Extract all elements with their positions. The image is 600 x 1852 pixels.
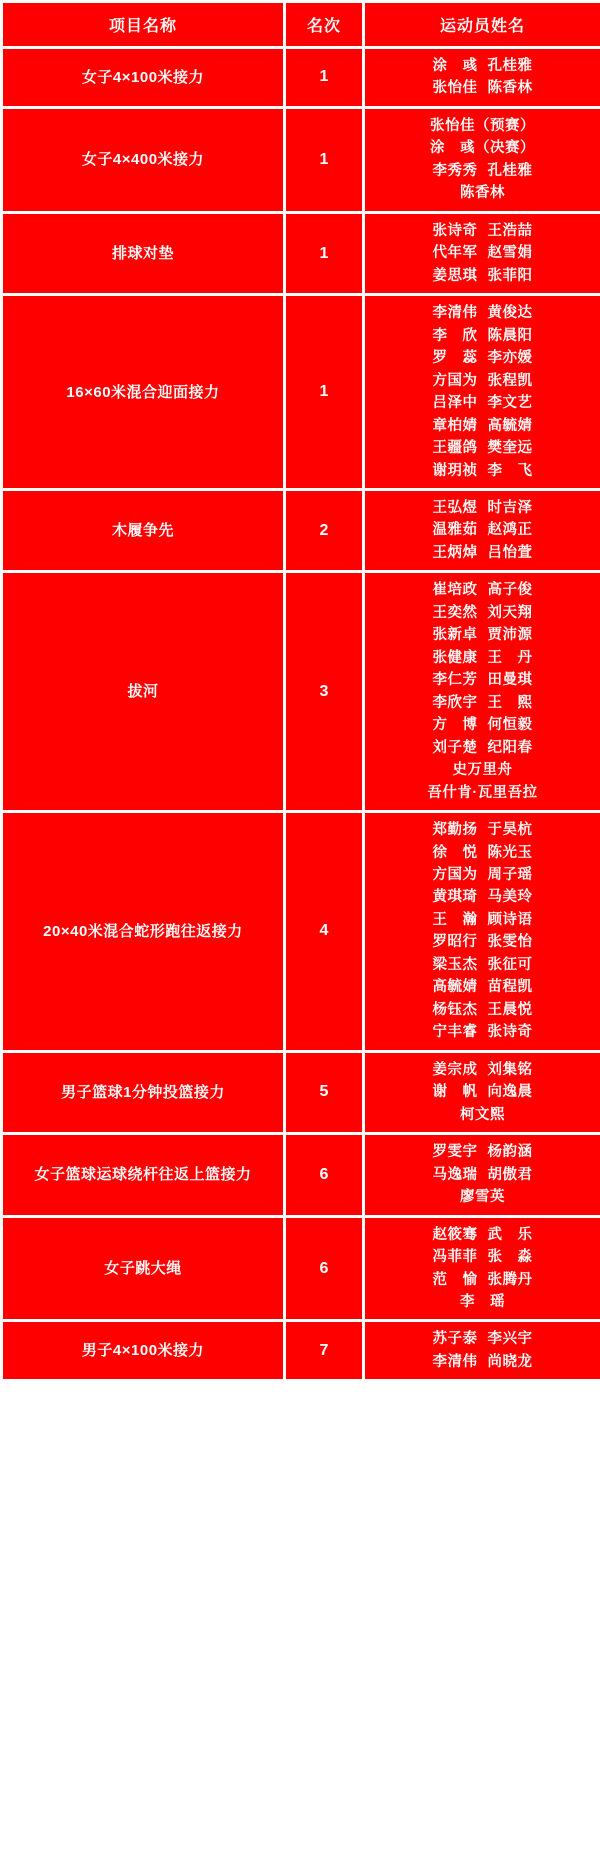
athlete-name: 方国为 <box>432 867 478 883</box>
cell-athletes <box>364 572 600 812</box>
athlete-name: 张怡佳 <box>432 80 478 97</box>
athlete-line <box>369 1021 596 1043</box>
athlete-name: 罗雯宇 <box>432 1144 478 1161</box>
cell-athletes <box>364 1216 600 1321</box>
cell-athletes <box>364 1321 600 1381</box>
athlete-line <box>369 579 596 601</box>
athlete-name: 时吉泽 <box>487 499 533 516</box>
cell-rank: 6 <box>285 1216 364 1321</box>
athlete-line <box>369 415 596 437</box>
cell-rank: 5 <box>285 1051 364 1133</box>
athlete-line <box>369 392 596 414</box>
cell-rank: 1 <box>285 48 364 108</box>
athlete-line <box>369 1328 596 1350</box>
table-row <box>2 295 600 490</box>
athlete-name: 史万里舟 <box>452 762 513 779</box>
cell-event: 男子4×100米接力 <box>2 1321 285 1381</box>
athlete-name: 廖雪英 <box>460 1189 505 1206</box>
athlete-name: 方国为 <box>432 372 478 389</box>
athlete-line <box>369 182 596 204</box>
cell-event: 20×40米混合蛇形跑往返接力 <box>2 812 285 1052</box>
athlete-name: 罗昭行 <box>432 934 478 951</box>
athlete-name: 张诗奇 <box>432 222 478 239</box>
athlete-line <box>369 931 596 953</box>
athlete-line <box>369 115 596 137</box>
cell-athletes <box>364 1051 600 1133</box>
table-header <box>2 2 600 48</box>
cell-rank: 6 <box>285 1134 364 1216</box>
athlete-name: 李亦媛 <box>487 350 533 367</box>
table-row <box>2 812 600 1052</box>
athlete-line <box>369 265 596 287</box>
table-body <box>2 48 600 1381</box>
cell-event: 女子篮球运球绕杆往返上篮接力 <box>2 1134 285 1216</box>
athlete-name: 宁丰睿 <box>432 1024 478 1041</box>
cell-athletes <box>364 48 600 108</box>
cell-athletes <box>364 295 600 490</box>
athlete-name: 田曼琪 <box>487 672 533 689</box>
athlete-name: 王炳焯 <box>432 544 478 561</box>
athlete-name: 李清伟 <box>432 305 478 322</box>
cell-rank: 1 <box>285 107 364 212</box>
table-row <box>2 1051 600 1133</box>
athlete-name: 王奕然 <box>432 604 478 621</box>
athlete-line <box>369 782 596 804</box>
athlete-name: 黄琪琦 <box>432 889 478 906</box>
athlete-line <box>369 954 596 976</box>
athlete-line <box>369 542 596 564</box>
cell-rank: 4 <box>285 812 364 1052</box>
athlete-line <box>369 737 596 759</box>
athlete-line <box>369 647 596 669</box>
athlete-name: 王晨悦 <box>487 1001 533 1018</box>
athlete-name: 刘子楚 <box>432 739 478 756</box>
athlete-name: 马逸瑞 <box>432 1166 478 1183</box>
athlete-name: 梁玉杰 <box>432 956 478 973</box>
cell-rank: 3 <box>285 572 364 812</box>
athlete-line <box>369 77 596 99</box>
athlete-line <box>369 909 596 931</box>
cell-event: 女子跳大绳 <box>2 1216 285 1321</box>
athlete-name: 崔培政 <box>432 582 478 599</box>
athlete-name: 李 飞 <box>487 462 533 479</box>
athlete-name: 张 淼 <box>487 1249 533 1266</box>
table-row <box>2 1321 600 1381</box>
athlete-name: 陈光玉 <box>487 844 533 861</box>
athlete-name: 代年军 <box>432 245 478 262</box>
athlete-line <box>369 999 596 1021</box>
athlete-name: 苏子泰 <box>432 1331 478 1348</box>
athlete-name: 陈香林 <box>487 80 533 97</box>
athlete-name: 王疆鸽 <box>432 440 478 457</box>
athlete-name: 王 瀚 <box>432 911 478 928</box>
cell-rank: 7 <box>285 1321 364 1381</box>
athlete-line <box>369 1291 596 1313</box>
athlete-name: 姜宗成 <box>432 1061 478 1078</box>
athlete-name: 涂 彧 <box>432 58 478 74</box>
athlete-line <box>369 842 596 864</box>
athlete-name: 吕怡萱 <box>487 544 533 561</box>
athlete-name: 高毓婧 <box>432 979 478 996</box>
athlete-name: 罗 蕊 <box>432 350 478 367</box>
table-row <box>2 489 600 571</box>
athlete-line <box>369 759 596 781</box>
cell-athletes <box>364 107 600 212</box>
athlete-name: 赵雪娟 <box>487 245 533 262</box>
athlete-name: 王浩喆 <box>487 222 533 239</box>
athlete-name: 黄俊达 <box>487 305 533 322</box>
table-row <box>2 572 600 812</box>
athlete-line <box>369 302 596 324</box>
athlete-name: 纪阳春 <box>487 739 533 756</box>
athlete-line <box>369 1081 596 1103</box>
athlete-name: 方 博 <box>432 717 478 734</box>
athlete-name: 陈香林 <box>460 185 505 202</box>
athlete-name: 李欣宇 <box>432 694 478 711</box>
athlete-name: 马美玲 <box>487 889 533 906</box>
athlete-name: 苗程凯 <box>487 979 533 996</box>
athlete-name: 李文艺 <box>487 395 533 412</box>
athlete-name: 樊奎远 <box>487 440 533 457</box>
athlete-name: 李秀秀 <box>432 162 478 179</box>
column-header-rank: 名次 <box>285 2 364 48</box>
athlete-name: 贾沛源 <box>487 627 533 644</box>
athlete-name: 张雯怡 <box>487 934 533 951</box>
athlete-line <box>369 347 596 369</box>
athlete-line <box>369 1246 596 1268</box>
athlete-line <box>369 437 596 459</box>
athlete-name: 高毓婧 <box>487 417 533 434</box>
table-row <box>2 107 600 212</box>
column-header-event: 项目名称 <box>2 2 285 48</box>
table-row <box>2 48 600 108</box>
athlete-name: 向逸晨 <box>487 1084 533 1101</box>
athlete-line <box>369 976 596 998</box>
cell-event: 男子篮球1分钟投篮接力 <box>2 1051 285 1133</box>
athlete-name: 张诗奇 <box>487 1024 533 1041</box>
athlete-line <box>369 1269 596 1291</box>
athlete-line <box>369 242 596 264</box>
athlete-line <box>369 1351 596 1373</box>
cell-athletes <box>364 212 600 294</box>
athlete-name: 李兴宇 <box>487 1331 533 1348</box>
cell-event: 女子4×100米接力 <box>2 48 285 108</box>
athlete-line <box>369 692 596 714</box>
athlete-name: 吾什肯·瓦里吾拉 <box>427 784 538 801</box>
athlete-name: 赵筱骞 <box>432 1226 478 1243</box>
athlete-name: 冯菲菲 <box>432 1249 478 1266</box>
athlete-name: 徐 悦 <box>432 844 478 861</box>
athlete-name: 王弘煜 <box>432 499 478 516</box>
cell-event: 木履争先 <box>2 489 285 571</box>
athlete-name: 张腾丹 <box>487 1271 533 1288</box>
athlete-name: 张菲阳 <box>487 267 533 284</box>
athlete-line <box>369 1059 596 1081</box>
athlete-name: 李 瑶 <box>460 1293 505 1310</box>
athlete-name: 张新卓 <box>432 627 478 644</box>
athlete-name: 陈晨阳 <box>487 327 533 344</box>
athlete-name: 张健康 <box>432 649 478 666</box>
athlete-line <box>369 1224 596 1246</box>
athlete-name: 李清伟 <box>432 1353 478 1370</box>
athlete-name: 尚晓龙 <box>487 1353 533 1370</box>
athlete-line <box>369 669 596 691</box>
athlete-line <box>369 624 596 646</box>
cell-event: 女子4×400米接力 <box>2 107 285 212</box>
athlete-line <box>369 220 596 242</box>
athlete-name: 胡傲君 <box>487 1166 533 1183</box>
table-row <box>2 212 600 294</box>
athlete-name: 涂 彧（决赛） <box>430 140 535 157</box>
athlete-name: 刘天翔 <box>487 604 533 621</box>
athlete-name: 杨韵涵 <box>487 1144 533 1161</box>
athlete-name: 王 熙 <box>487 694 533 711</box>
athlete-line <box>369 460 596 482</box>
athlete-name: 张怡佳（预赛） <box>430 117 535 134</box>
athlete-name: 柯文熙 <box>460 1106 505 1123</box>
athlete-name: 吕泽中 <box>432 395 478 412</box>
athlete-line <box>369 497 596 519</box>
athlete-line <box>369 1164 596 1186</box>
cell-athletes <box>364 1134 600 1216</box>
table-header-row <box>2 2 600 48</box>
athlete-name: 顾诗语 <box>487 911 533 928</box>
athlete-name: 高子俊 <box>487 582 533 599</box>
athlete-name: 张程凯 <box>487 372 533 389</box>
cell-event: 16×60米混合迎面接力 <box>2 295 285 490</box>
athlete-line <box>369 714 596 736</box>
cell-athletes <box>364 812 600 1052</box>
athlete-line <box>369 1186 596 1208</box>
athlete-name: 李 欣 <box>432 327 478 344</box>
athlete-name: 孔桂雅 <box>487 58 533 74</box>
athlete-name: 刘集铭 <box>487 1061 533 1078</box>
athlete-name: 温雅茹 <box>432 522 478 539</box>
athlete-name: 李仁芳 <box>432 672 478 689</box>
cell-rank: 1 <box>285 212 364 294</box>
athlete-name: 周子瑶 <box>487 867 533 883</box>
athlete-name: 张征可 <box>487 956 533 973</box>
athlete-line <box>369 370 596 392</box>
table-row <box>2 1216 600 1321</box>
athlete-name: 杨钰杰 <box>432 1001 478 1018</box>
table-row <box>2 1134 600 1216</box>
athlete-line <box>369 160 596 182</box>
cell-rank: 1 <box>285 295 364 490</box>
athlete-line <box>369 519 596 541</box>
athlete-name: 谢玥祯 <box>432 462 478 479</box>
athlete-name: 章柏婧 <box>432 417 478 434</box>
athlete-line <box>369 886 596 908</box>
cell-athletes <box>364 489 600 571</box>
cell-event: 排球对垫 <box>2 212 285 294</box>
athlete-name: 武 乐 <box>487 1226 533 1243</box>
column-header-athletes: 运动员姓名 <box>364 2 600 48</box>
athlete-line <box>369 137 596 159</box>
athlete-line <box>369 55 596 77</box>
athlete-line <box>369 864 596 886</box>
athlete-name: 何恒毅 <box>487 717 533 734</box>
athlete-line <box>369 325 596 347</box>
cell-rank: 2 <box>285 489 364 571</box>
cell-event: 拔河 <box>2 572 285 812</box>
athlete-name: 孔桂雅 <box>487 162 533 179</box>
athlete-line <box>369 1104 596 1126</box>
athlete-name: 谢 帆 <box>432 1084 478 1101</box>
athlete-name: 范 愉 <box>432 1271 478 1288</box>
athlete-name: 赵鸿正 <box>487 522 533 539</box>
athlete-name: 于昊杭 <box>487 822 533 839</box>
athlete-name: 郑勤扬 <box>432 822 478 839</box>
athlete-line <box>369 819 596 841</box>
athlete-name: 王 丹 <box>487 649 533 666</box>
athlete-line <box>369 1141 596 1163</box>
athlete-name: 姜思琪 <box>432 267 478 284</box>
athlete-line <box>369 602 596 624</box>
